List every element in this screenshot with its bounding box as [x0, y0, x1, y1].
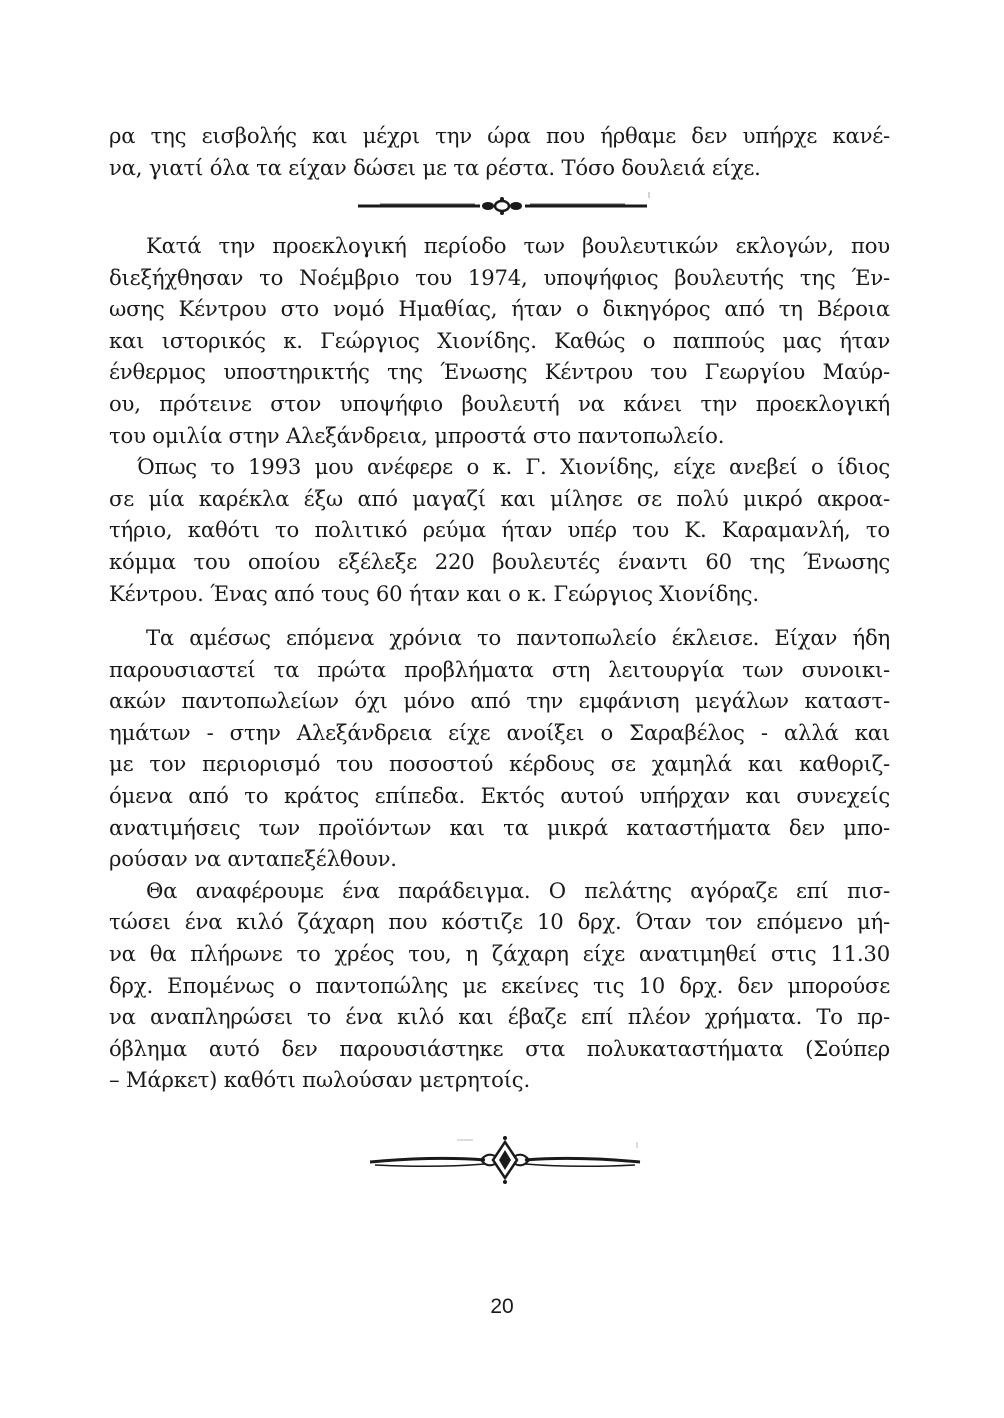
floral-divider-ornament: [355, 1130, 655, 1186]
section-body-2: [109, 622, 890, 1096]
divider-ornament: [340, 186, 665, 226]
text-line: ημάτων - στην Αλεξάνδρεια είχε ανοίξει ο Σαραβέλος - αλλά και: [109, 719, 890, 745]
text-line: ένθερμος υποστηρικτής της Ένωσης Κέντρου του Γεωργίου Μαύρ-: [109, 359, 890, 385]
page-number: 20: [490, 1295, 514, 1318]
text-line: – Μάρκετ) καθότι πωλούσαν μετρητοίς.: [109, 1067, 531, 1093]
text-line: ανατιμήσεις των προϊόντων και τα μικρά καταστήματα δεν μπο-: [109, 814, 890, 840]
text-line: σε μία καρέκλα έξω από μαγαζί και μίλησε σε πολύ μικρό ακροα-: [109, 485, 890, 511]
text-line: Όπως το 1993 μου ανέφερε ο κ. Γ. Χιονίδης, είχε ανεβεί ο ίδιος: [137, 454, 890, 480]
text-line: Κέντρου. Ένας από τους 60 ήταν και ο κ. Γεώργιος Χιονίδης.: [109, 580, 759, 606]
text-line: του ομιλία στην Αλεξάνδρεια, μπροστά στο παντοπωλείο.: [109, 422, 725, 448]
text-line: κόμμα του οποίου εξέλεξε 220 βουλευτές έναντι 60 της Ένωσης: [109, 548, 890, 574]
text-line: όβλημα αυτό δεν παρουσιάστηκε στα πολυκαταστήματα (Σούπερ: [109, 1035, 890, 1061]
section-body-1: [109, 230, 890, 609]
paragraph: [109, 230, 890, 451]
text-line: Κατά την προεκλογική περίοδο των βουλευτικών εκλογών, που: [146, 233, 890, 258]
text-line: να αναπληρώσει το ένα κιλό και έβαζε επί πλέον χρήματα. Το πρ-: [109, 1004, 890, 1030]
text-line: να, γιατί όλα τα είχαν δώσει με τα ρέστα. Τόσο δουλειά είχε.: [109, 154, 761, 180]
text-line: με τον περιορισμό του ποσοστού κέρδους σε χαμηλά και καθοριζ-: [109, 751, 890, 777]
text-line: Τα αμέσως επόμενα χρόνια το παντοπωλείο έκλεισε. Είχαν ήδη: [146, 625, 890, 650]
text-line: Θα αναφέρουμε ένα παράδειγμα. Ο πελάτης αγόραζε επί πισ-: [146, 877, 890, 903]
text-line: όμενα από το κράτος επίπεδα. Εκτός αυτού υπήρχαν και συνεχείς: [109, 782, 890, 808]
text-line: παρουσιαστεί τα πρώτα προβλήματα στη λειτουργία των συνοικι-: [109, 656, 890, 682]
text-line: ου, πρότεινε στον υποψήφιο βουλευτή να κάνει την προεκλογική: [109, 390, 890, 416]
text-line: ρα της εισβολής και μέχρι την ώρα που ήρθαμε δεν υπήρχε κανέ-: [109, 123, 890, 148]
paragraph: [109, 875, 890, 1096]
text-line: ακών παντοπωλείων όχι μόνο από την εμφάνιση μεγάλων καταστ-: [109, 688, 890, 714]
paragraph-continuation: [109, 120, 890, 183]
text-line: διεξήχθησαν το Νοέμβριο του 1974, υποψήφιος βουλευτής της Έν-: [109, 264, 890, 290]
paragraph: [109, 451, 890, 609]
text-line: να θα πλήρωνε το χρέος του, η ζάχαρη είχε ανατιμηθεί στις 11.30: [109, 940, 890, 966]
text-line: ωσης Κέντρου στο νομό Ημαθίας, ήταν ο δικηγόρος από τη Βέροια: [109, 296, 890, 322]
text-line: δρχ. Επομένως ο παντοπώλης με εκείνες τις 10 δρχ. δεν μπορούσε: [109, 972, 890, 998]
text-line: ρούσαν να ανταπεξέλθουν.: [109, 846, 397, 872]
text-line: τώσει ένα κιλό ζάχαρη που κόστιζε 10 δρχ. Όταν τον επόμενο μή-: [109, 909, 890, 935]
text-line: τήριο, καθότι το πολιτικό ρεύμα ήταν υπέρ του Κ. Καραμανλή, το: [109, 517, 890, 543]
text-line: και ιστορικός κ. Γεώργιος Χιονίδης. Καθώς ο παππούς μας ήταν: [109, 327, 890, 353]
paragraph: [109, 622, 890, 875]
